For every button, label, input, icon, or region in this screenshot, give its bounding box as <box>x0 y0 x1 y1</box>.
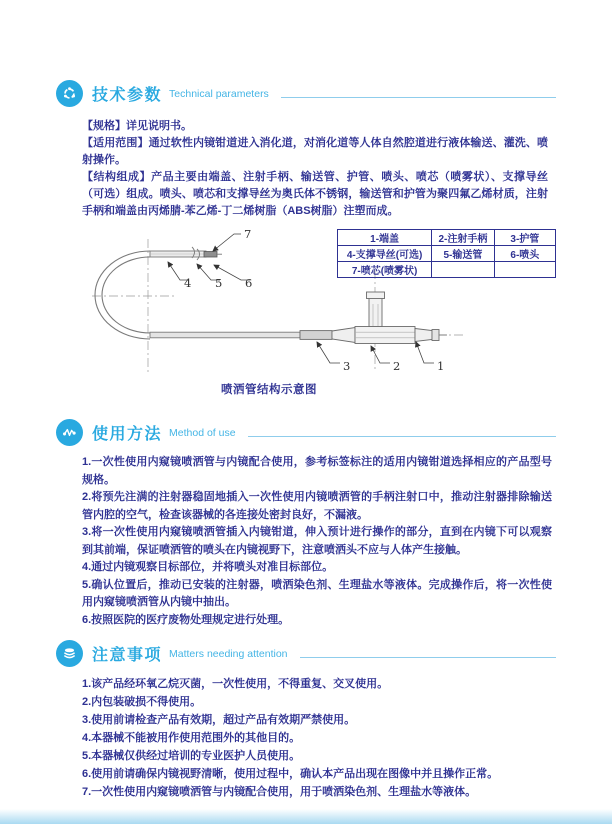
note-item: 6.使用前请确保内镜视野清晰，使用过程中，确认本产品出现在图像中并且操作正常。 <box>82 768 499 780</box>
legend-cell: 1-端盖 <box>338 230 432 246</box>
usage-step: 1.一次性使用内窥镜喷洒管与内镜配合使用，参考标签标注的适用内镜钳道选择相应的产品型号规格。 <box>82 456 552 486</box>
section-title: 使用方法 <box>92 425 163 443</box>
note-item: 4.本器械不能被用作使用范围外的其他目的。 <box>82 732 301 744</box>
section-subtitle: Method of use <box>169 427 236 439</box>
layers-icon <box>56 640 83 667</box>
section-title: 技术参数 <box>92 86 163 104</box>
header-rule <box>248 436 556 437</box>
legend-cell <box>432 262 495 278</box>
legend-cell: 3-护管 <box>494 230 555 246</box>
section-title: 注意事项 <box>92 646 163 664</box>
section-header <box>56 78 556 108</box>
legend-cell: 7-喷芯(喷雾状) <box>338 262 432 278</box>
diagram-label-4: 4 <box>184 276 192 290</box>
legend-cell: 5-输送管 <box>432 246 495 262</box>
usage-step: 3.将一次性使用内窥镜喷洒管插入内镜钳道，伸入预计进行操作的部分，直到在内镜下可以观察到其前端，保证喷洒管的喷头在内镜视野下，注意喷洒头不应与人体产生接触。 <box>82 526 552 556</box>
usage-step: 2.将预先注满的注射器稳固地插入一次性使用内镜喷洒管的手柄注射口中，推动注射器排除输送管内腔的空气，检查该器械的各连接处密封良好，不漏液。 <box>82 491 552 521</box>
section-header <box>56 417 556 447</box>
diagram-label-7: 7 <box>244 227 252 241</box>
note-item: 1.该产品经环氧乙烷灭菌，一次性使用，不得重复、交叉使用。 <box>82 678 389 690</box>
composition-paragraph: 【结构组成】产品主要由端盖、注射手柄、输送管、护管、喷头、喷芯（喷雾状）、支撑导丝（可选）组成。喷头、喷芯和支撑导丝为奥氏体不锈钢，输送管和护管为聚四氟乙烯材质，注射手柄和端盖由丙烯腈-苯乙烯-丁二烯树脂（ABS树脂）注塑而成。 <box>82 171 548 217</box>
diagram-label-3: 3 <box>343 359 351 373</box>
legend-cell: 6-喷头 <box>494 246 555 262</box>
section-header <box>56 638 556 668</box>
diagram-label-5: 5 <box>215 276 223 290</box>
section-subtitle: Technical parameters <box>169 88 269 100</box>
scope-paragraph: 【适用范围】通过软性内镜钳道进入消化道，对消化道等人体自然腔道进行液体输送、灌洗、喷射操作。 <box>82 137 548 166</box>
usage-steps-list <box>82 454 552 629</box>
notes-list <box>82 675 552 801</box>
section-method-of-use <box>56 417 556 629</box>
diagram-label-6: 6 <box>245 276 253 290</box>
cycle-icon <box>56 80 83 107</box>
parts-legend-table <box>337 229 556 278</box>
footer-gradient <box>0 809 612 824</box>
spec-paragraph: 【规格】详见说明书。 <box>82 120 192 132</box>
pulse-icon <box>56 419 83 446</box>
table-row <box>338 230 556 246</box>
technical-description <box>82 118 548 220</box>
section-attention <box>56 638 556 801</box>
legend-cell <box>494 262 555 278</box>
legend-cell: 4-支撑导丝(可选) <box>338 246 432 262</box>
section-subtitle: Matters needing attention <box>169 648 288 660</box>
note-item: 3.使用前请检查产品有效期，超过产品有效期严禁使用。 <box>82 714 356 726</box>
table-row <box>338 262 556 278</box>
note-item: 7.一次性使用内窥镜喷洒管与内镜配合使用，用于喷洒染色剂、生理盐水等液体。 <box>82 786 477 798</box>
usage-step: 5.确认位置后，推动已安装的注射器，喷洒染色剂、生理盐水等液体。完成操作后，将一次性使用内窥镜喷洒管从内镜中抽出。 <box>82 578 552 608</box>
note-item: 2.内包装破损不得使用。 <box>82 696 202 708</box>
section-technical-parameters <box>56 78 556 404</box>
figure-caption: 喷洒管结构示意图 <box>221 384 317 396</box>
table-row <box>338 246 556 262</box>
usage-step: 6.按照医院的医疗废物处理规定进行处理。 <box>82 613 290 626</box>
usage-step: 4.通过内镜观察目标部位，并将喷头对准目标部位。 <box>82 561 334 573</box>
diagram-label-2: 2 <box>393 359 401 373</box>
figure-area <box>56 222 556 404</box>
diagram-label-1: 1 <box>437 359 445 373</box>
legend-cell: 2-注射手柄 <box>432 230 495 246</box>
note-item: 5.本器械仅供经过培训的专业医护人员使用。 <box>82 750 301 762</box>
header-rule <box>300 657 556 658</box>
header-rule <box>281 97 556 98</box>
